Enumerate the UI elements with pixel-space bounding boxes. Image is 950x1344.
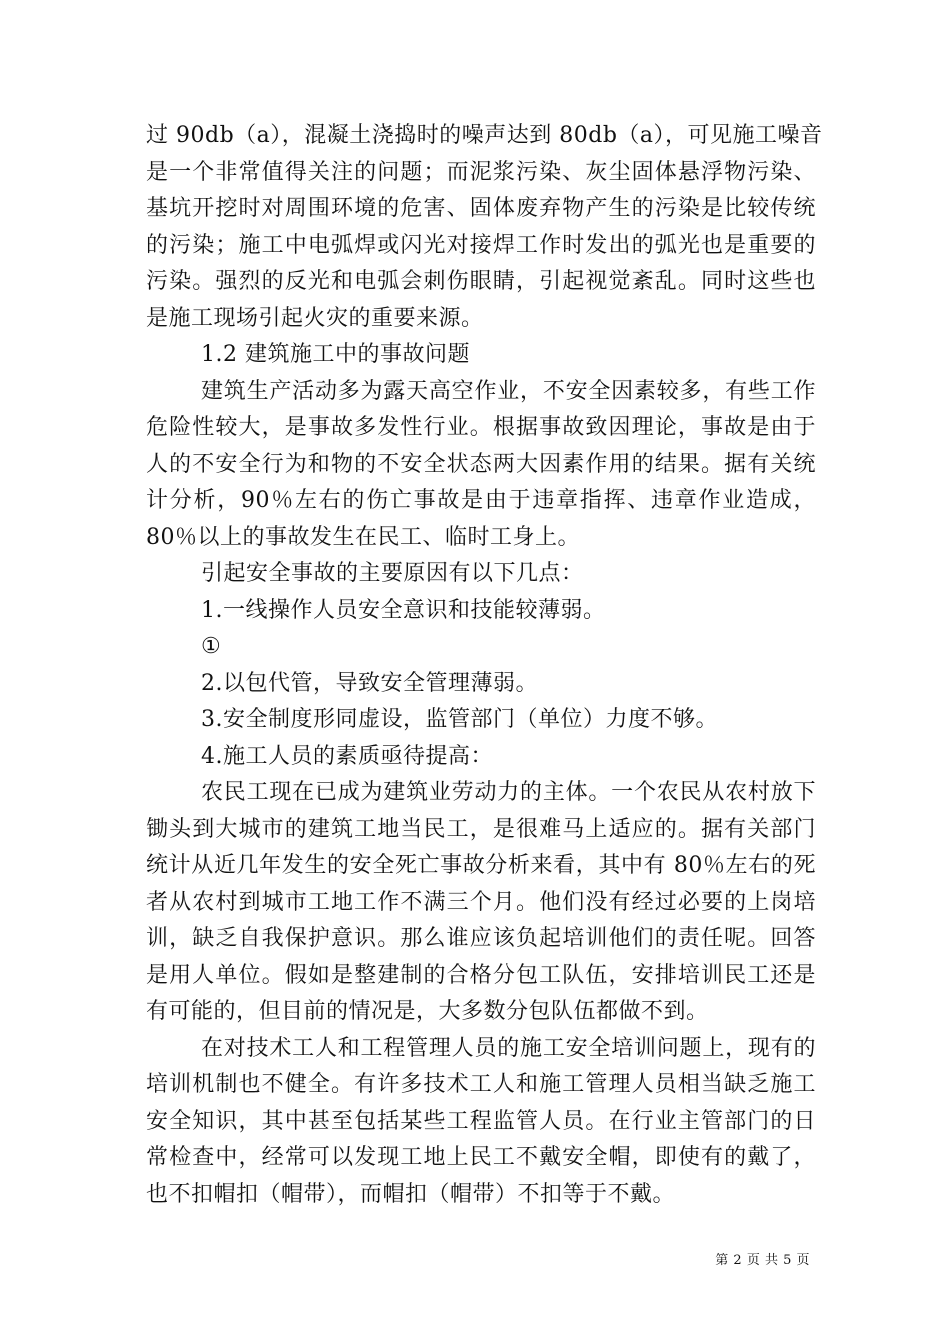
text-line: 是施工现场引起火灾的重要来源。 [146, 305, 484, 331]
text-line: 人的不安全行为和物的不安全状态两大因素作用的结果。据有关统 [146, 451, 816, 477]
text-line: 危险性较大，是事故多发性行业。根据事故致因理论，事故是由于 [146, 415, 816, 440]
text-line: 农民工现在已成为建筑业劳动力的主体。一个农民从农村放下 [201, 780, 816, 805]
text-line: 是用人单位。假如是整建制的合格分包工队伍，安排培训民工还是 [146, 962, 816, 988]
text-line: 的污染；施工中电弧焊或闪光对接焊工作时发出的弧光也是重要的 [146, 232, 816, 258]
body-text [146, 118, 823, 1213]
text-line: 常检查中，经常可以发现工地上民工不戴安全帽，即使有的戴了， [146, 1145, 816, 1170]
text-line: 培训机制也不健全。有许多技术工人和施工管理人员相当缺乏施工 [146, 1072, 816, 1097]
text-line: 有可能的，但目前的情况是，大多数分包队伍都做不到。 [146, 999, 709, 1024]
page-number: 第 2 页 共 5 页 [715, 1253, 810, 1268]
text-line: 计分析，90％左右的伤亡事故是由于违章指挥、违章作业造成， [146, 488, 816, 513]
text-line: 2.以包代管，导致安全管理薄弱。 [201, 670, 538, 696]
text-line: 统计从近几年发生的安全死亡事故分析来看，其中有 80％左右的死 [146, 853, 816, 878]
text-line: 1.2 建筑施工中的事故问题 [201, 342, 470, 367]
text-line: 是一个非常值得关注的问题；而泥浆污染、灰尘固体悬浮物污染、 [146, 159, 816, 185]
text-line: 污染。强烈的反光和电弧会刺伤眼睛，引起视觉紊乱。同时这些也 [146, 269, 816, 294]
text-line: 基坑开挖时对周围环境的危害、固体废弃物产生的污染是比较传统 [146, 196, 816, 221]
text-line: 3.安全制度形同虚设，监管部门（单位）力度不够。 [201, 707, 718, 732]
text-line: 训，缺乏自我保护意识。那么谁应该负起培训他们的责任呢。回答 [146, 926, 816, 951]
text-line: 80％以上的事故发生在民工、临时工身上。 [146, 524, 580, 550]
text-line: 者从农村到城市工地工作不满三个月。他们没有经过必要的上岗培 [146, 889, 816, 915]
text-line: 4.施工人员的素质亟待提高： [201, 743, 493, 769]
text-line: 过 90db（a），混凝土浇捣时的噪声达到 80db（a），可见施工噪音 [146, 123, 823, 148]
text-line: 安全知识，其中甚至包括某些工程监管人员。在行业主管部门的日 [146, 1108, 816, 1134]
text-line: 建筑生产活动多为露天高空作业，不安全因素较多，有些工作 [201, 378, 816, 404]
text-line: 也不扣帽扣（帽带），而帽扣（帽带）不扣等于不戴。 [146, 1181, 676, 1207]
text-line: 引起安全事故的主要原因有以下几点： [201, 561, 584, 586]
text-line: 在对技术工人和工程管理人员的施工安全培训问题上，现有的 [201, 1035, 816, 1061]
text-line: ① [201, 634, 222, 659]
text-line: 锄头到大城市的建筑工地当民工，是很难马上适应的。据有关部门 [146, 816, 816, 842]
text-line: 1.一线操作人员安全意识和技能较薄弱。 [201, 597, 606, 623]
